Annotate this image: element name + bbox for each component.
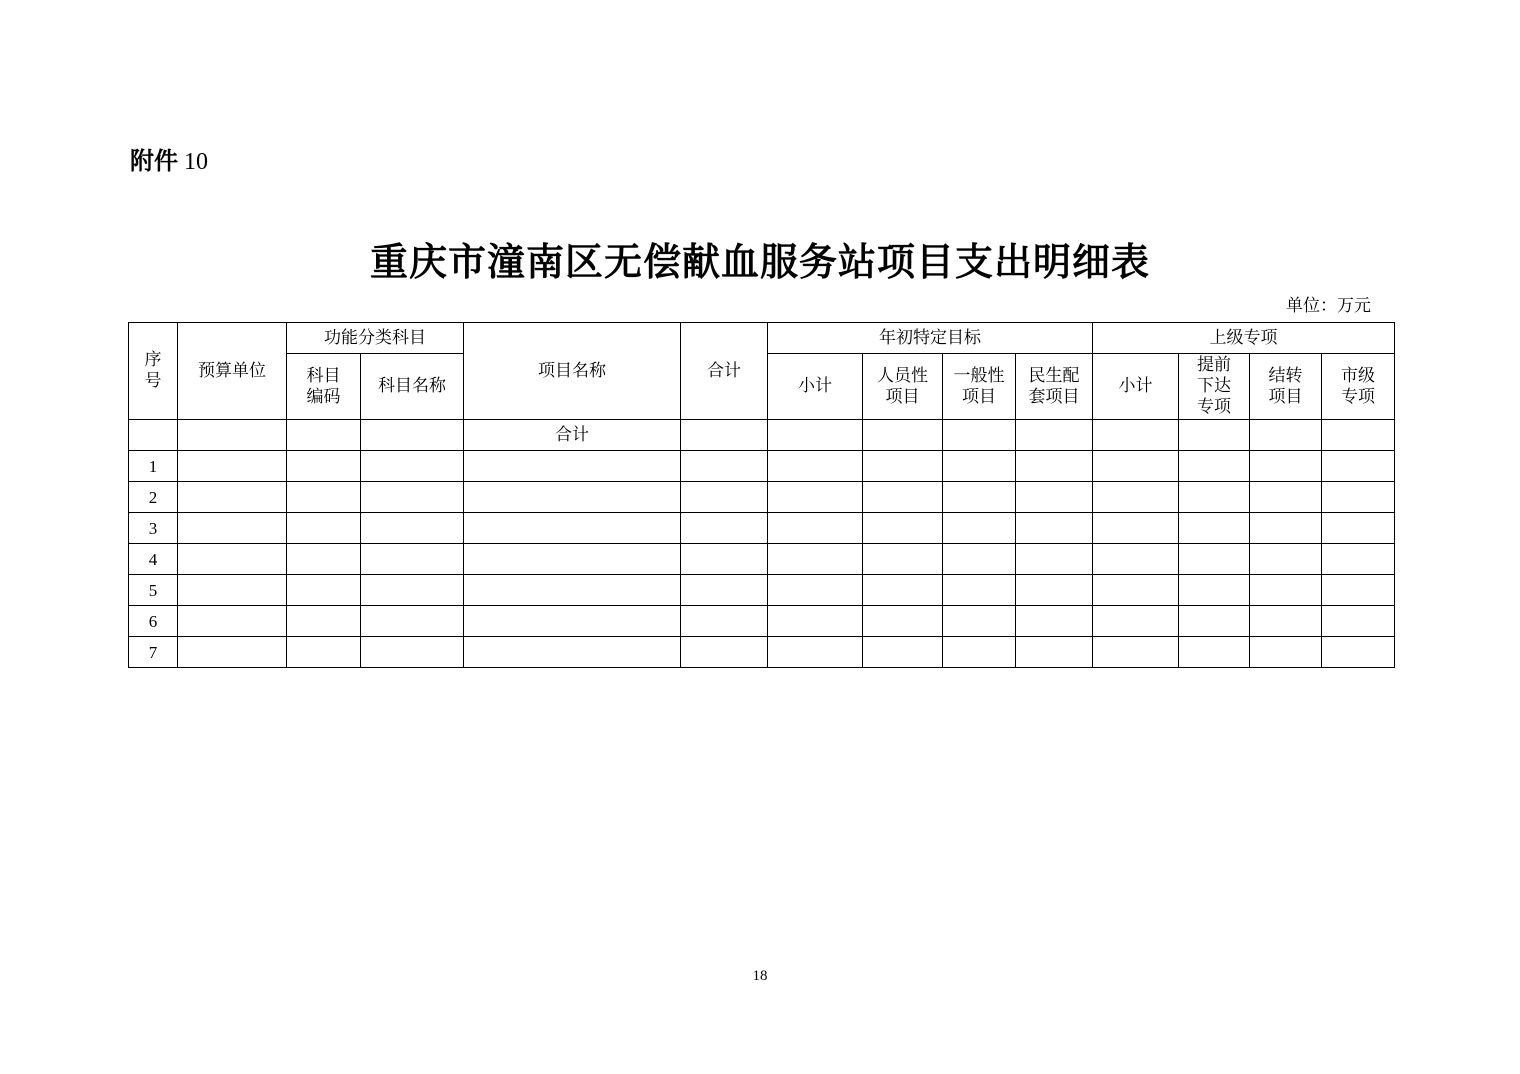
cell	[361, 637, 464, 668]
cell	[681, 451, 768, 482]
row-seq: 4	[129, 544, 178, 575]
cell	[287, 420, 361, 451]
row-seq: 7	[129, 637, 178, 668]
cell	[178, 482, 287, 513]
header-project-name: 项目名称	[464, 323, 681, 420]
row-seq: 1	[129, 451, 178, 482]
cell	[1016, 575, 1093, 606]
cell	[287, 451, 361, 482]
cell	[361, 451, 464, 482]
cell	[768, 513, 863, 544]
cell	[1322, 606, 1395, 637]
cell	[464, 482, 681, 513]
cell	[1016, 513, 1093, 544]
header-total: 合计	[681, 323, 768, 420]
cell	[768, 451, 863, 482]
header-subject-code	[287, 354, 361, 420]
cell	[1016, 544, 1093, 575]
cell	[361, 420, 464, 451]
cell	[1093, 451, 1179, 482]
cell	[863, 544, 943, 575]
cell	[1250, 575, 1322, 606]
table-row	[129, 513, 1395, 544]
cell	[1322, 451, 1395, 482]
cell	[464, 544, 681, 575]
expense-detail-table	[128, 322, 1395, 668]
cell	[464, 451, 681, 482]
cell	[1093, 575, 1179, 606]
cell	[943, 544, 1016, 575]
cell	[1179, 575, 1250, 606]
attachment-number: 10	[184, 149, 208, 175]
cell	[1016, 637, 1093, 668]
cell	[1179, 482, 1250, 513]
header-general-project	[943, 354, 1016, 420]
cell	[681, 544, 768, 575]
cell	[287, 637, 361, 668]
cell	[361, 482, 464, 513]
cell	[1179, 544, 1250, 575]
cell	[178, 637, 287, 668]
header-subject-code-text: 科目 编码	[306, 365, 341, 407]
cell	[178, 420, 287, 451]
cell	[464, 575, 681, 606]
header-row-1	[129, 323, 1395, 354]
cell	[1016, 606, 1093, 637]
cell	[1093, 606, 1179, 637]
header-budget-unit: 预算单位	[178, 323, 287, 420]
cell	[943, 637, 1016, 668]
cell	[681, 482, 768, 513]
header-livelihood-project	[1016, 354, 1093, 420]
cell	[464, 637, 681, 668]
table-row	[129, 482, 1395, 513]
cell	[863, 575, 943, 606]
cell	[1093, 420, 1179, 451]
cell	[1016, 482, 1093, 513]
cell	[1179, 513, 1250, 544]
cell	[361, 544, 464, 575]
cell	[178, 575, 287, 606]
header-carryover-project	[1250, 354, 1322, 420]
cell	[1093, 513, 1179, 544]
table-row	[129, 606, 1395, 637]
cell	[1179, 637, 1250, 668]
cell	[943, 606, 1016, 637]
cell	[943, 482, 1016, 513]
row-seq: 3	[129, 513, 178, 544]
cell	[287, 513, 361, 544]
header-initial-targets: 年初特定目标	[768, 323, 1093, 354]
cell	[361, 513, 464, 544]
cell	[1093, 482, 1179, 513]
cell	[1093, 637, 1179, 668]
header-func-category: 功能分类科目	[287, 323, 464, 354]
table-row	[129, 451, 1395, 482]
cell	[287, 575, 361, 606]
header-initial-subtotal: 小计	[768, 354, 863, 420]
cell	[1250, 482, 1322, 513]
cell	[1250, 606, 1322, 637]
cell	[1250, 544, 1322, 575]
cell	[1093, 544, 1179, 575]
header-seq-text: 序 号	[144, 350, 162, 391]
table-row	[129, 544, 1395, 575]
table-row	[129, 637, 1395, 668]
cell	[768, 420, 863, 451]
cell	[863, 637, 943, 668]
header-personnel-project-text: 人员性 项目	[877, 365, 928, 407]
cell	[863, 451, 943, 482]
cell	[943, 451, 1016, 482]
cell	[1016, 420, 1093, 451]
cell	[178, 451, 287, 482]
cell	[681, 513, 768, 544]
cell	[287, 482, 361, 513]
header-advance-issued-text: 提前 下达 专项	[1197, 355, 1231, 417]
cell	[681, 637, 768, 668]
total-row-label: 合计	[464, 420, 681, 451]
header-superior-subtotal: 小计	[1093, 354, 1179, 420]
cell	[943, 513, 1016, 544]
header-superior-special: 上级专项	[1093, 323, 1395, 354]
cell	[287, 544, 361, 575]
cell	[1179, 606, 1250, 637]
header-general-project-text: 一般性 项目	[953, 365, 1005, 407]
cell	[1322, 575, 1395, 606]
header-advance-issued	[1179, 354, 1250, 420]
unit-label: 单位：万元	[1286, 296, 1371, 316]
header-city-special-text: 市级 专项	[1341, 365, 1375, 407]
cell	[1322, 420, 1395, 451]
cell	[863, 482, 943, 513]
cell	[1322, 482, 1395, 513]
cell	[863, 606, 943, 637]
cell	[1250, 420, 1322, 451]
cell	[1322, 637, 1395, 668]
cell	[681, 606, 768, 637]
cell	[768, 544, 863, 575]
cell	[129, 420, 178, 451]
cell	[464, 606, 681, 637]
cell	[768, 482, 863, 513]
cell	[863, 513, 943, 544]
cell	[943, 420, 1016, 451]
cell	[768, 606, 863, 637]
row-seq: 6	[129, 606, 178, 637]
attachment-label	[130, 143, 208, 180]
cell	[464, 513, 681, 544]
cell	[1322, 544, 1395, 575]
cell	[1016, 451, 1093, 482]
cell	[768, 575, 863, 606]
table-row	[129, 575, 1395, 606]
cell	[178, 513, 287, 544]
document-title: 重庆市潼南区无偿献血服务站项目支出明细表	[369, 239, 1150, 284]
cell	[1179, 420, 1250, 451]
cell	[1250, 451, 1322, 482]
cell	[1250, 637, 1322, 668]
header-carryover-project-text: 结转 项目	[1268, 365, 1303, 407]
header-city-special	[1322, 354, 1395, 420]
total-row	[129, 420, 1395, 451]
cell	[1322, 513, 1395, 544]
cell	[361, 575, 464, 606]
header-personnel-project	[863, 354, 943, 420]
cell	[178, 606, 287, 637]
cell	[1179, 451, 1250, 482]
cell	[361, 606, 464, 637]
cell	[768, 637, 863, 668]
header-seq	[129, 323, 178, 420]
row-seq: 2	[129, 482, 178, 513]
row-seq: 5	[129, 575, 178, 606]
cell	[681, 575, 768, 606]
cell	[943, 575, 1016, 606]
attachment-text: 附件	[130, 147, 178, 175]
page-number: 18	[752, 968, 768, 984]
cell	[863, 420, 943, 451]
header-subject-name: 科目名称	[361, 354, 464, 420]
header-livelihood-project-text: 民生配 套项目	[1028, 365, 1080, 407]
cell	[287, 606, 361, 637]
cell	[1250, 513, 1322, 544]
cell	[178, 544, 287, 575]
cell	[681, 420, 768, 451]
